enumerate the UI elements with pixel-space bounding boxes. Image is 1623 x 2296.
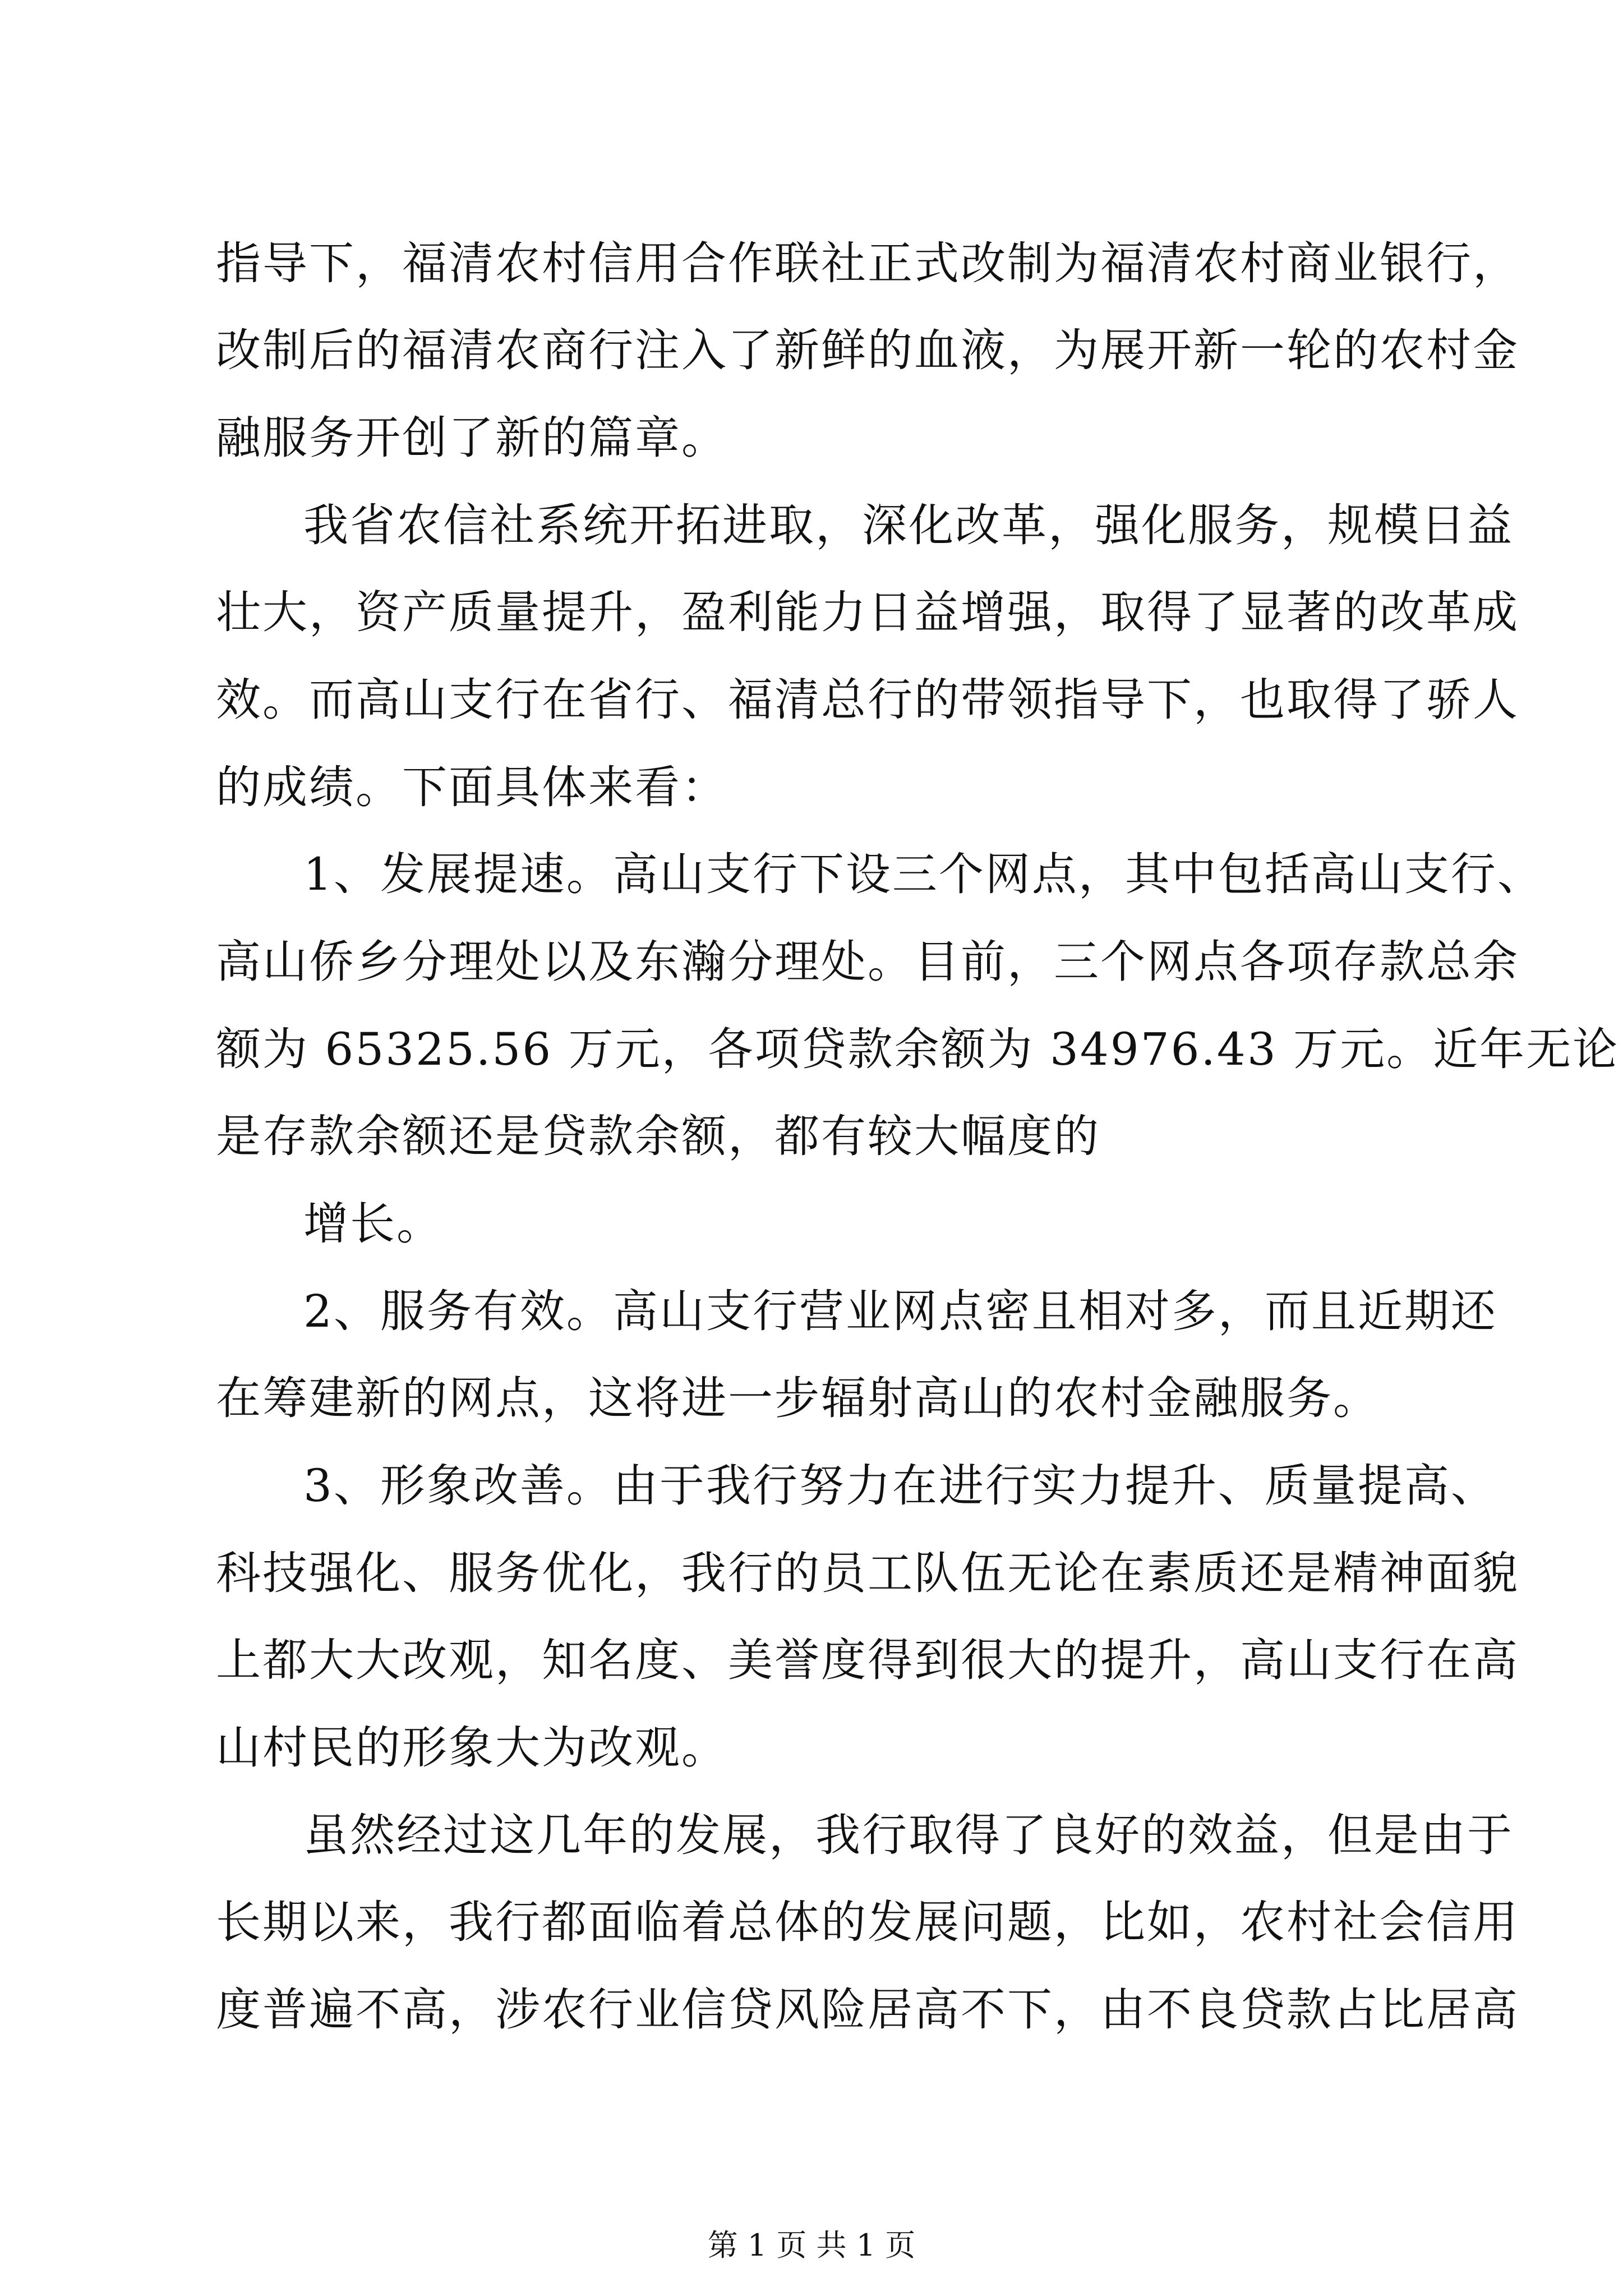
body-text-line: 长期以来，我行都面临着总体的发展问题，比如，农村社会信用 [216, 1896, 1519, 1948]
list-item-2-first-line: 2、服务有效。高山支行营业网点密且相对多，而且近期还 [303, 1285, 1497, 1337]
paragraph-first-line: 我省农信社系统开拓进取，深化改革，强化服务，规模日益 [303, 499, 1514, 551]
body-text-line: 在筹建新的网点，这将进一步辐射高山的农村金融服务。 [216, 1372, 1380, 1424]
body-text-line: 壮大，资产质量提升，盈利能力日益增强，取得了显著的改革成 [216, 586, 1519, 638]
page-number-footer: 第 1 页 共 1 页 [707, 2228, 916, 2263]
list-item-3-first-line: 3、形象改善。由于我行努力在进行实力提升、质量提高、 [303, 1460, 1497, 1512]
body-text-line: 科技强化、服务优化，我行的员工队伍无论在素质还是精神面貌 [216, 1547, 1519, 1599]
body-text-line: 效。而高山支行在省行、福清总行的带领指导下，也取得了骄人 [216, 674, 1519, 726]
body-text-line: 改制后的福清农商行注入了新鲜的血液，为展开新一轮的农村金 [216, 324, 1519, 376]
body-text-line: 的成绩。下面具体来看： [216, 761, 728, 813]
body-text-line: 山村民的形象大为改观。 [216, 1722, 728, 1774]
body-text-line: 指导下，福清农村信用合作联社正式改制为福清农村商业银行， [216, 237, 1519, 289]
paragraph-first-line: 虽然经过这几年的发展，我行取得了良好的效益，但是由于 [303, 1809, 1514, 1861]
body-text-line: 融服务开创了新的篇章。 [216, 412, 728, 464]
body-text-line: 是存款余额还是贷款余额，都有较大幅度的 [216, 1110, 1100, 1162]
body-text-line: 上都大大改观，知名度、美誉度得到很大的提升，高山支行在高 [216, 1634, 1519, 1686]
list-item-1-first-line: 1、发展提速。高山支行下设三个网点，其中包括高山支行、 [303, 848, 1544, 900]
body-text-line: 高山侨乡分理处以及东瀚分理处。目前，三个网点各项存款总余 [216, 936, 1519, 988]
body-text-line: 度普遍不高，涉农行业信贷风险居高不下，由不良贷款占比居高 [216, 1984, 1519, 2036]
body-text-line: 增长。 [303, 1198, 443, 1250]
body-text-line: 额为 65325.56 万元，各项贷款余额为 34976.43 万元。近年无论 [216, 1023, 1620, 1075]
